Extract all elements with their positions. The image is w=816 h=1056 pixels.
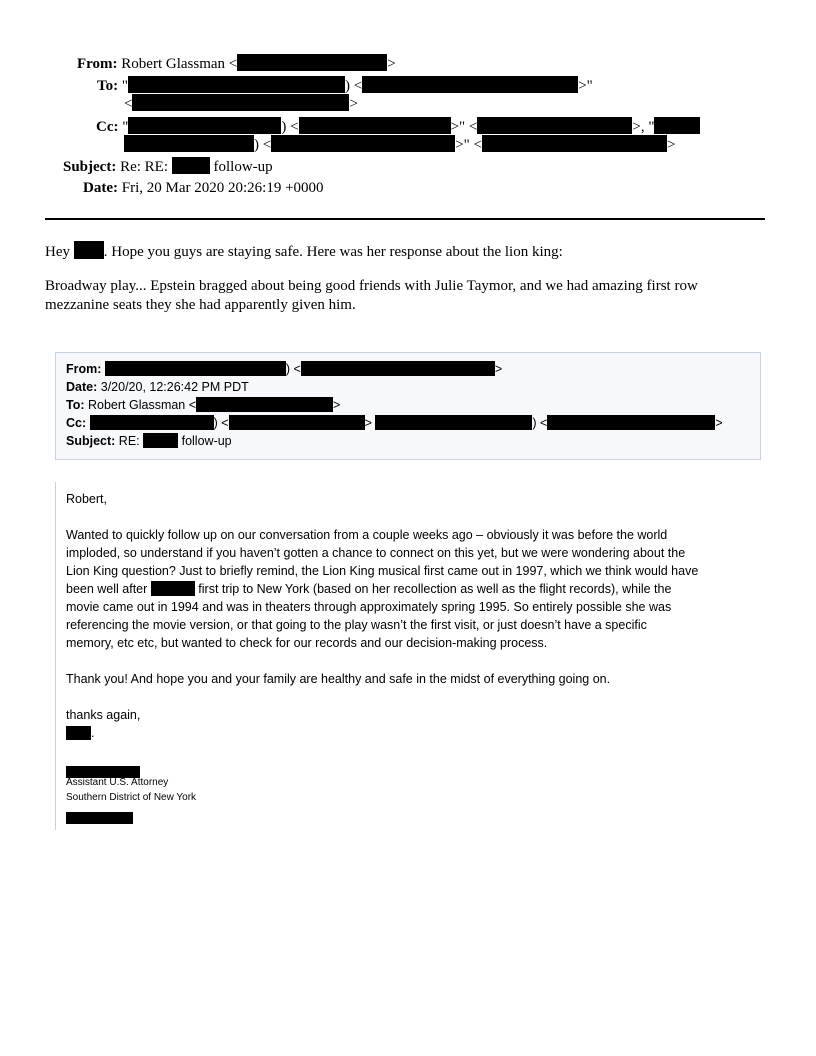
quoted-line: Lion King question? Just to briefly remind, the Lion King musical first came out in 1997, which we think would have <box>66 564 699 578</box>
inner-date-label: Date: <box>66 380 98 394</box>
inner-to-label: To: <box>66 398 85 412</box>
signature-contact-redaction <box>66 808 133 826</box>
bracket: > <box>667 137 676 153</box>
redaction-block <box>301 361 495 376</box>
subject-text: follow-up <box>213 159 273 175</box>
header-cc-row-2 <box>124 135 675 154</box>
separator: ) < <box>345 78 363 94</box>
signature-office: Southern District of New York <box>66 792 197 803</box>
inner-subject-label: Subject: <box>66 434 116 448</box>
bracket: > <box>333 398 341 412</box>
separator: ) < <box>213 416 229 430</box>
quoted-signoff <box>66 724 94 742</box>
redaction-block <box>151 581 195 596</box>
redaction-block <box>128 76 345 93</box>
date-value: Fri, 20 Mar 2020 20:26:19 +0000 <box>121 180 324 196</box>
inner-subject-prefix: RE: <box>118 434 140 448</box>
separator: ) < <box>254 137 272 153</box>
header-from-row <box>77 54 396 73</box>
redaction-block <box>172 157 210 174</box>
redaction-block <box>477 117 632 134</box>
quoted-salutation: Robert, <box>66 492 107 506</box>
quoted-text: been well after <box>66 582 148 596</box>
quoted-line: referencing the movie version, or that going to the play wasn’t the first visit, or just doesn’t have a specific <box>66 618 647 632</box>
quoted-line: movie came out in 1994 and was in theaters through approximately spring 1995. So entirely possible she was <box>66 600 672 614</box>
header-to-row-2 <box>124 94 358 113</box>
bracket: > <box>494 362 503 376</box>
greeting-word: Hey <box>45 244 70 260</box>
greeting-text: . Hope you guys are staying safe. Here was her response about the lion king: <box>103 244 563 260</box>
quoted-closing: thanks again, <box>66 708 141 722</box>
redaction-block <box>196 397 333 412</box>
inner-to-row <box>66 397 340 413</box>
period: . <box>91 726 95 740</box>
inner-from-row <box>66 361 502 377</box>
redaction-block <box>105 361 286 376</box>
redaction-block <box>143 433 178 448</box>
separator: ) < <box>281 119 299 135</box>
bracket: < <box>124 96 133 112</box>
redaction-block <box>237 54 387 71</box>
quote-mark: " <box>121 78 128 94</box>
redaction-block <box>299 117 451 134</box>
from-label: From: <box>77 56 118 72</box>
redaction-block <box>128 117 281 134</box>
redaction-block <box>654 117 700 134</box>
separator: ) < <box>532 416 548 430</box>
subject-prefix: Re: RE: <box>120 159 168 175</box>
cc-label: Cc: <box>96 119 119 135</box>
quoted-line: Wanted to quickly follow up on our conversation from a couple weeks ago – obviously it was before the world <box>66 528 668 542</box>
bracket: > <box>349 96 358 112</box>
header-subject-row <box>63 157 273 176</box>
redaction-block <box>132 94 349 111</box>
bracket: > <box>387 56 396 72</box>
separator: >" < <box>450 119 478 135</box>
subject-label: Subject: <box>63 159 117 175</box>
inner-date-row <box>66 379 249 395</box>
redaction-block <box>375 415 532 430</box>
header-divider <box>45 218 765 220</box>
date-label: Date: <box>83 180 118 196</box>
quoted-line: memory, etc etc, but wanted to check for our records and our decision-making process. <box>66 636 548 650</box>
forwarded-header-box <box>55 352 761 460</box>
message-paragraph: Broadway play... Epstein bragged about being good friends with Julie Taymor, and we had amazing first row mezzanine seats they she had apparently given him. <box>45 278 698 313</box>
redaction-block <box>271 135 455 152</box>
separator: >" <box>578 78 593 94</box>
quoted-thanks: Thank you! And hope you and your family are healthy and safe in the midst of everything going on. <box>66 672 611 686</box>
separator: ) < <box>285 362 301 376</box>
quoted-line: imploded, so understand if you haven’t gotten a chance to connect on this yet, but we were wondering about the <box>66 546 686 560</box>
redaction-block <box>229 415 365 430</box>
inner-cc-row <box>66 415 723 431</box>
quote-mark: " <box>122 119 129 135</box>
bracket: > <box>715 416 723 430</box>
inner-date-value: 3/20/20, 12:26:42 PM PDT <box>100 380 249 394</box>
redaction-block <box>547 415 715 430</box>
redaction-block <box>74 241 104 259</box>
redaction-block <box>90 415 214 430</box>
from-name: Robert Glassman < <box>121 56 238 72</box>
inner-to-value: Robert Glassman < <box>88 398 197 412</box>
redaction-block <box>124 135 254 152</box>
quote-bar <box>55 482 56 830</box>
redaction-block <box>482 135 667 152</box>
greeting-line <box>45 241 765 262</box>
separator: >" < <box>455 137 483 153</box>
separator: >, " <box>632 119 655 135</box>
inner-from-label: From: <box>66 362 102 376</box>
header-to-row <box>97 76 593 95</box>
to-label: To: <box>97 78 119 94</box>
header-cc-row <box>96 117 700 136</box>
inner-cc-label: Cc: <box>66 416 87 430</box>
redaction-block <box>66 812 133 824</box>
signature-title: Assistant U.S. Attorney <box>66 777 169 788</box>
inner-subject-text: follow-up <box>181 434 232 448</box>
quoted-line-with-redaction <box>66 580 671 598</box>
quoted-text: first trip to New York (based on her recollection as well as the flight records), while the <box>198 582 672 596</box>
redaction-block <box>66 726 91 740</box>
bracket: > <box>364 416 372 430</box>
header-date-row <box>83 179 324 197</box>
redaction-block <box>362 76 578 93</box>
inner-subject-row <box>66 433 232 449</box>
